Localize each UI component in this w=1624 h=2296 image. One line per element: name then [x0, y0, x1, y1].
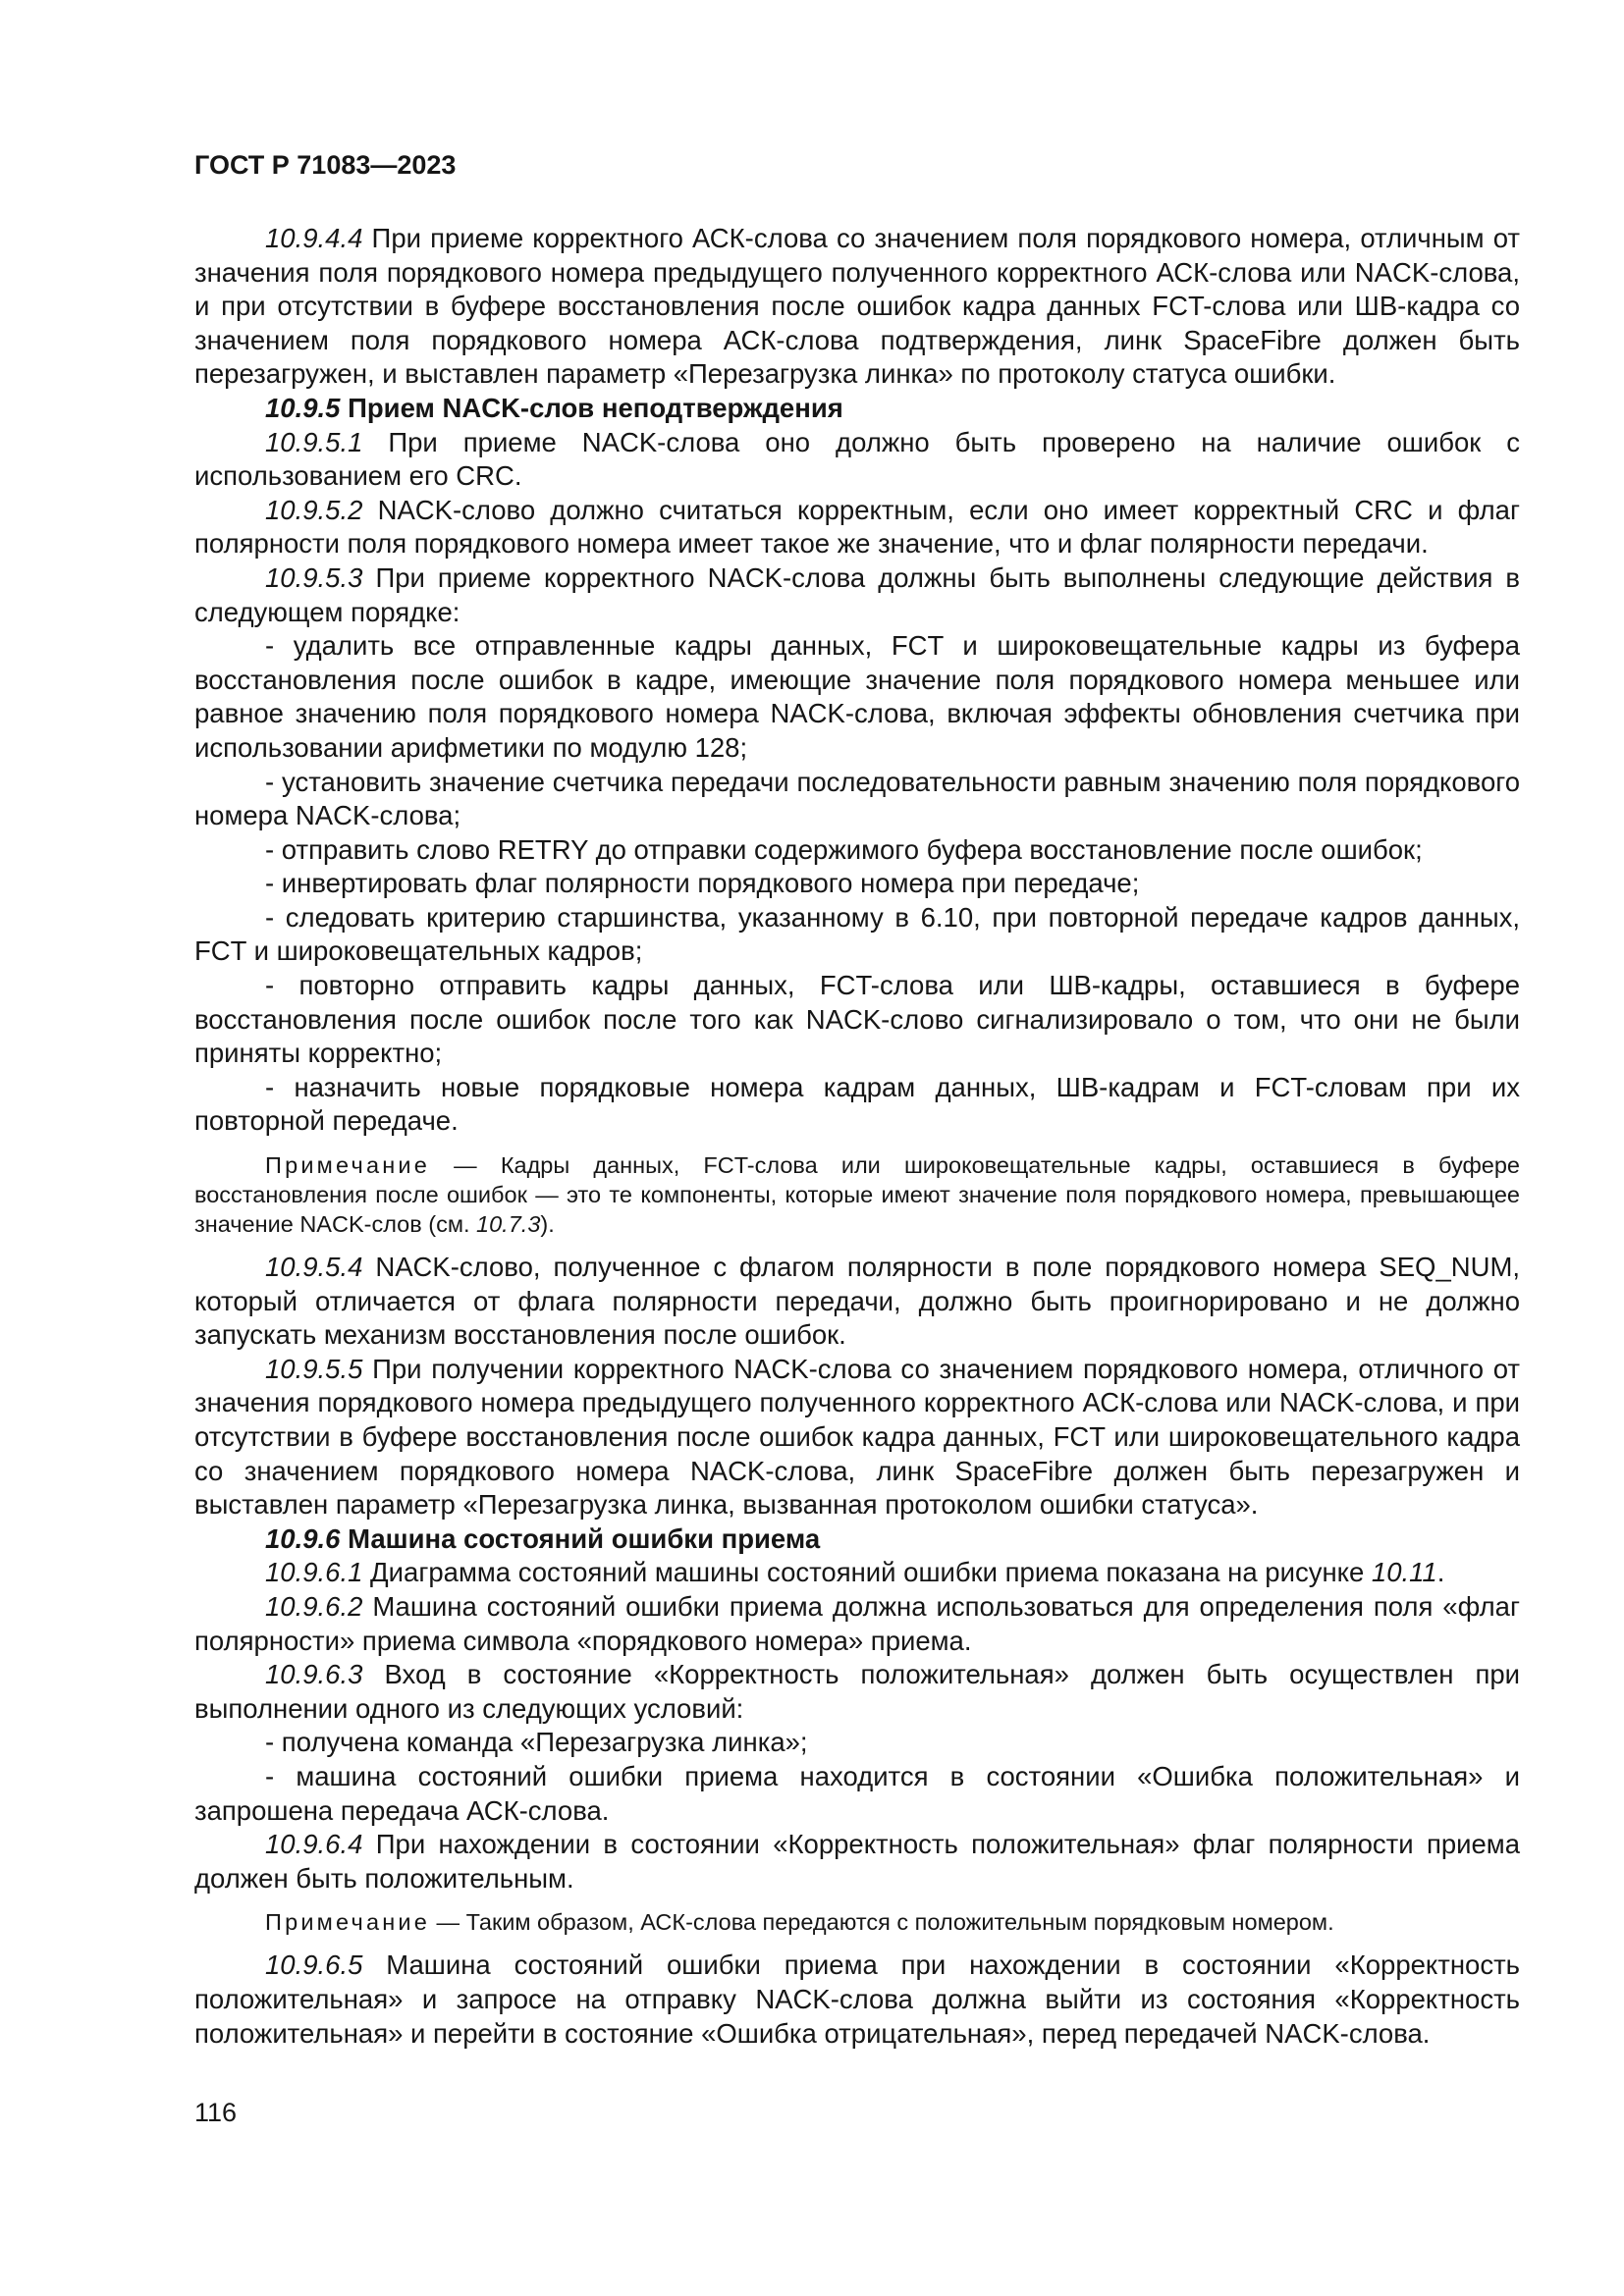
clause-number: 10.9.5.5: [265, 1353, 363, 1384]
list-item: - машина состояний ошибки приема находится в состоянии «Ошибка положительная» и запрошена передача АСК-слова.: [194, 1760, 1520, 1826]
list-item: - следовать критерию старшинства, указанному в 6.10, при повторной передаче кадров данных, FCT и широковещательных кадров;: [194, 901, 1520, 967]
clause-text: Машина состояний ошибки приема должна использоваться для определения поля «флаг полярности» приема символа «порядкового номера» приема.: [194, 1590, 1520, 1656]
clause-text: Машина состояний ошибки приема при нахождении в состоянии «Корректность положительная» и запросе на отправку NACK-слова должна выйти из состояния «Корректность положительная» и перейти в состояние «Ошибка отрицательная», перед передачей NACK-слова.: [194, 1949, 1520, 2049]
clause-10-9-6-1: [194, 1556, 1520, 1590]
clause-10-9-6-4: [194, 1828, 1520, 1896]
clause-text: При приеме корректного АСК-слова со значением поля порядкового номера, отличным от значения поля порядкового номера предыдущего полученного корректного АСК-слова или NACK-слова, и при отсутствии в буфере восстановления после ошибок кадра данных FCT-слова или ШВ-кадра со значением поля порядкового номера АСК-слова подтверждения, линк SpaceFibre должен быть перезагружен, и выставлен параметр «Перезагрузка линка» по протоколу статуса ошибки.: [194, 223, 1521, 390]
page-number: 116: [194, 2098, 238, 2127]
clause-10-9-6-3: [194, 1658, 1520, 1726]
clause-text: При приеме корректного NACK-слова должны быть выполнены следующие действия в следующем порядке:: [194, 561, 1521, 627]
note-dash: —: [430, 1152, 501, 1179]
clause-text: При нахождении в состоянии «Корректность положительная» флаг полярности приема должен быть положительным.: [194, 1829, 1521, 1894]
clause-number: 10.9.6.4: [265, 1829, 363, 1860]
note-block: [194, 1907, 1520, 1937]
section-heading-10-9-5: [194, 392, 1520, 426]
clause-10-9-6-5: [194, 1949, 1520, 2051]
clause-number: 10.9.6.1: [265, 1557, 363, 1588]
clause-text: При получении корректного NACK-слова со значением порядкового номера, отличного от значения порядкового номера предыдущего полученного корректного АСК-слова или NACK-слова, и при отсутствии в буфере восстановления после ошибок кадра данных, FCT или широковещательного кадра со значением порядкового номера NACK-слова, линк SpaceFibre должен быть перезагружен и выставлен параметр «Перезагрузка линка, вызванная протоколом ошибки статуса».: [194, 1353, 1520, 1521]
clause-number: 10.9.6.2: [265, 1590, 363, 1622]
clause-number: 10.9.5.1: [265, 426, 363, 457]
clause-text: При приеме NACK-слова оно должно быть проверено на наличие ошибок с использованием его CRC.: [194, 426, 1520, 492]
clause-number: 10.9.6.3: [265, 1659, 363, 1690]
clause-10-9-5-1: [194, 426, 1520, 494]
clause-number: 10.9.5.2: [265, 494, 363, 525]
list-item: - получена команда «Перезагрузка линка»;: [265, 1727, 808, 1758]
note-tail: ).: [540, 1211, 555, 1238]
clause-number: 10.9.5.3: [265, 561, 363, 593]
section-number: 10.9.6: [265, 1522, 341, 1554]
clause-10-9-5-2: [194, 494, 1520, 561]
clause-10-9-5-5: [194, 1353, 1520, 1522]
clause-10-9-5-4: [194, 1251, 1520, 1353]
list-item: - инвертировать флаг полярности порядкового номера при передаче;: [265, 868, 1140, 899]
note-label: Примечание: [265, 1152, 431, 1179]
figure-reference: 10.11: [1371, 1557, 1437, 1588]
note-reference: 10.7.3: [476, 1211, 541, 1238]
section-title: Машина состояний ошибки приема: [348, 1522, 821, 1554]
list-item: - отправить слово RETRY до отправки содержимого буфера восстановление после ошибок;: [265, 833, 1423, 865]
clause-10-9-6-2: [194, 1590, 1520, 1658]
clause-text: NACK-слово, полученное с флагом полярности в поле порядкового номера SEQ_NUM, который отличается от флага полярности передачи, должно быть проигнорировано и не должно запускать механизм восстановления после ошибок.: [194, 1252, 1520, 1351]
list-item: - назначить новые порядковые номера кадрам данных, ШВ-кадрам и FCT-словам при их повторной передаче.: [194, 1071, 1520, 1137]
note-dash: —: [430, 1909, 466, 1936]
clause-text: NACK-слово должно считаться корректным, если оно имеет корректный CRC и флаг полярности поля порядкового номера имеет такое же значение, что и флаг полярности передачи.: [194, 494, 1520, 560]
list-item: - повторно отправить кадры данных, FCT-слова или ШВ-кадры, оставшиеся в буфере восстановления после ошибок после того как NACK-слово сигнализировало о том, что они не были приняты корректно;: [194, 970, 1520, 1069]
note-text: Кадры данных, FCT-слова или широковещательные кадры, оставшиеся в буфере восстановления после ошибок — это те компоненты, которые имеют значение поля порядкового номера, превышающее значение NACK-слов (см.: [194, 1152, 1520, 1238]
clause-10-9-4-4: [194, 222, 1520, 392]
clause-number: 10.9.6.5: [265, 1949, 363, 1981]
clause-number: 10.9.4.4: [265, 223, 363, 253]
list-item: - установить значение счетчика передачи последовательности равным значению поля порядкового номера NACK-слова;: [194, 766, 1520, 831]
clause-tail: .: [1436, 1557, 1445, 1588]
section-number: 10.9.5: [265, 392, 341, 423]
clause-text: Диаграмма состояний машины состояний ошибки приема показана на рисунке: [370, 1557, 1372, 1588]
document-body: [194, 222, 1520, 2051]
note-text: Таким образом, АСК-слова передаются с положительным порядковым номером.: [465, 1909, 1334, 1936]
clause-text: Вход в состояние «Корректность положительная» должен быть осуществлен при выполнении одного из следующих условий:: [194, 1659, 1521, 1724]
standard-header: ГОСТ Р 71083—2023: [194, 150, 457, 180]
note-label: Примечание: [265, 1909, 431, 1936]
note-block: [194, 1150, 1520, 1239]
section-title: Прием NACK-слов неподтверждения: [348, 392, 843, 423]
section-heading-10-9-6: [194, 1522, 1520, 1557]
clause-number: 10.9.5.4: [265, 1252, 363, 1283]
list-item: - удалить все отправленные кадры данных, FCT и широковещательные кадры из буфера восстановления после ошибок в кадре, имеющие значение поля порядкового номера меньшее или равное значению поля порядкового номера NACK-слова, включая эффекты обновления счетчика при использовании арифметики по модулю 128;: [194, 630, 1520, 763]
clause-10-9-5-3: [194, 561, 1520, 629]
